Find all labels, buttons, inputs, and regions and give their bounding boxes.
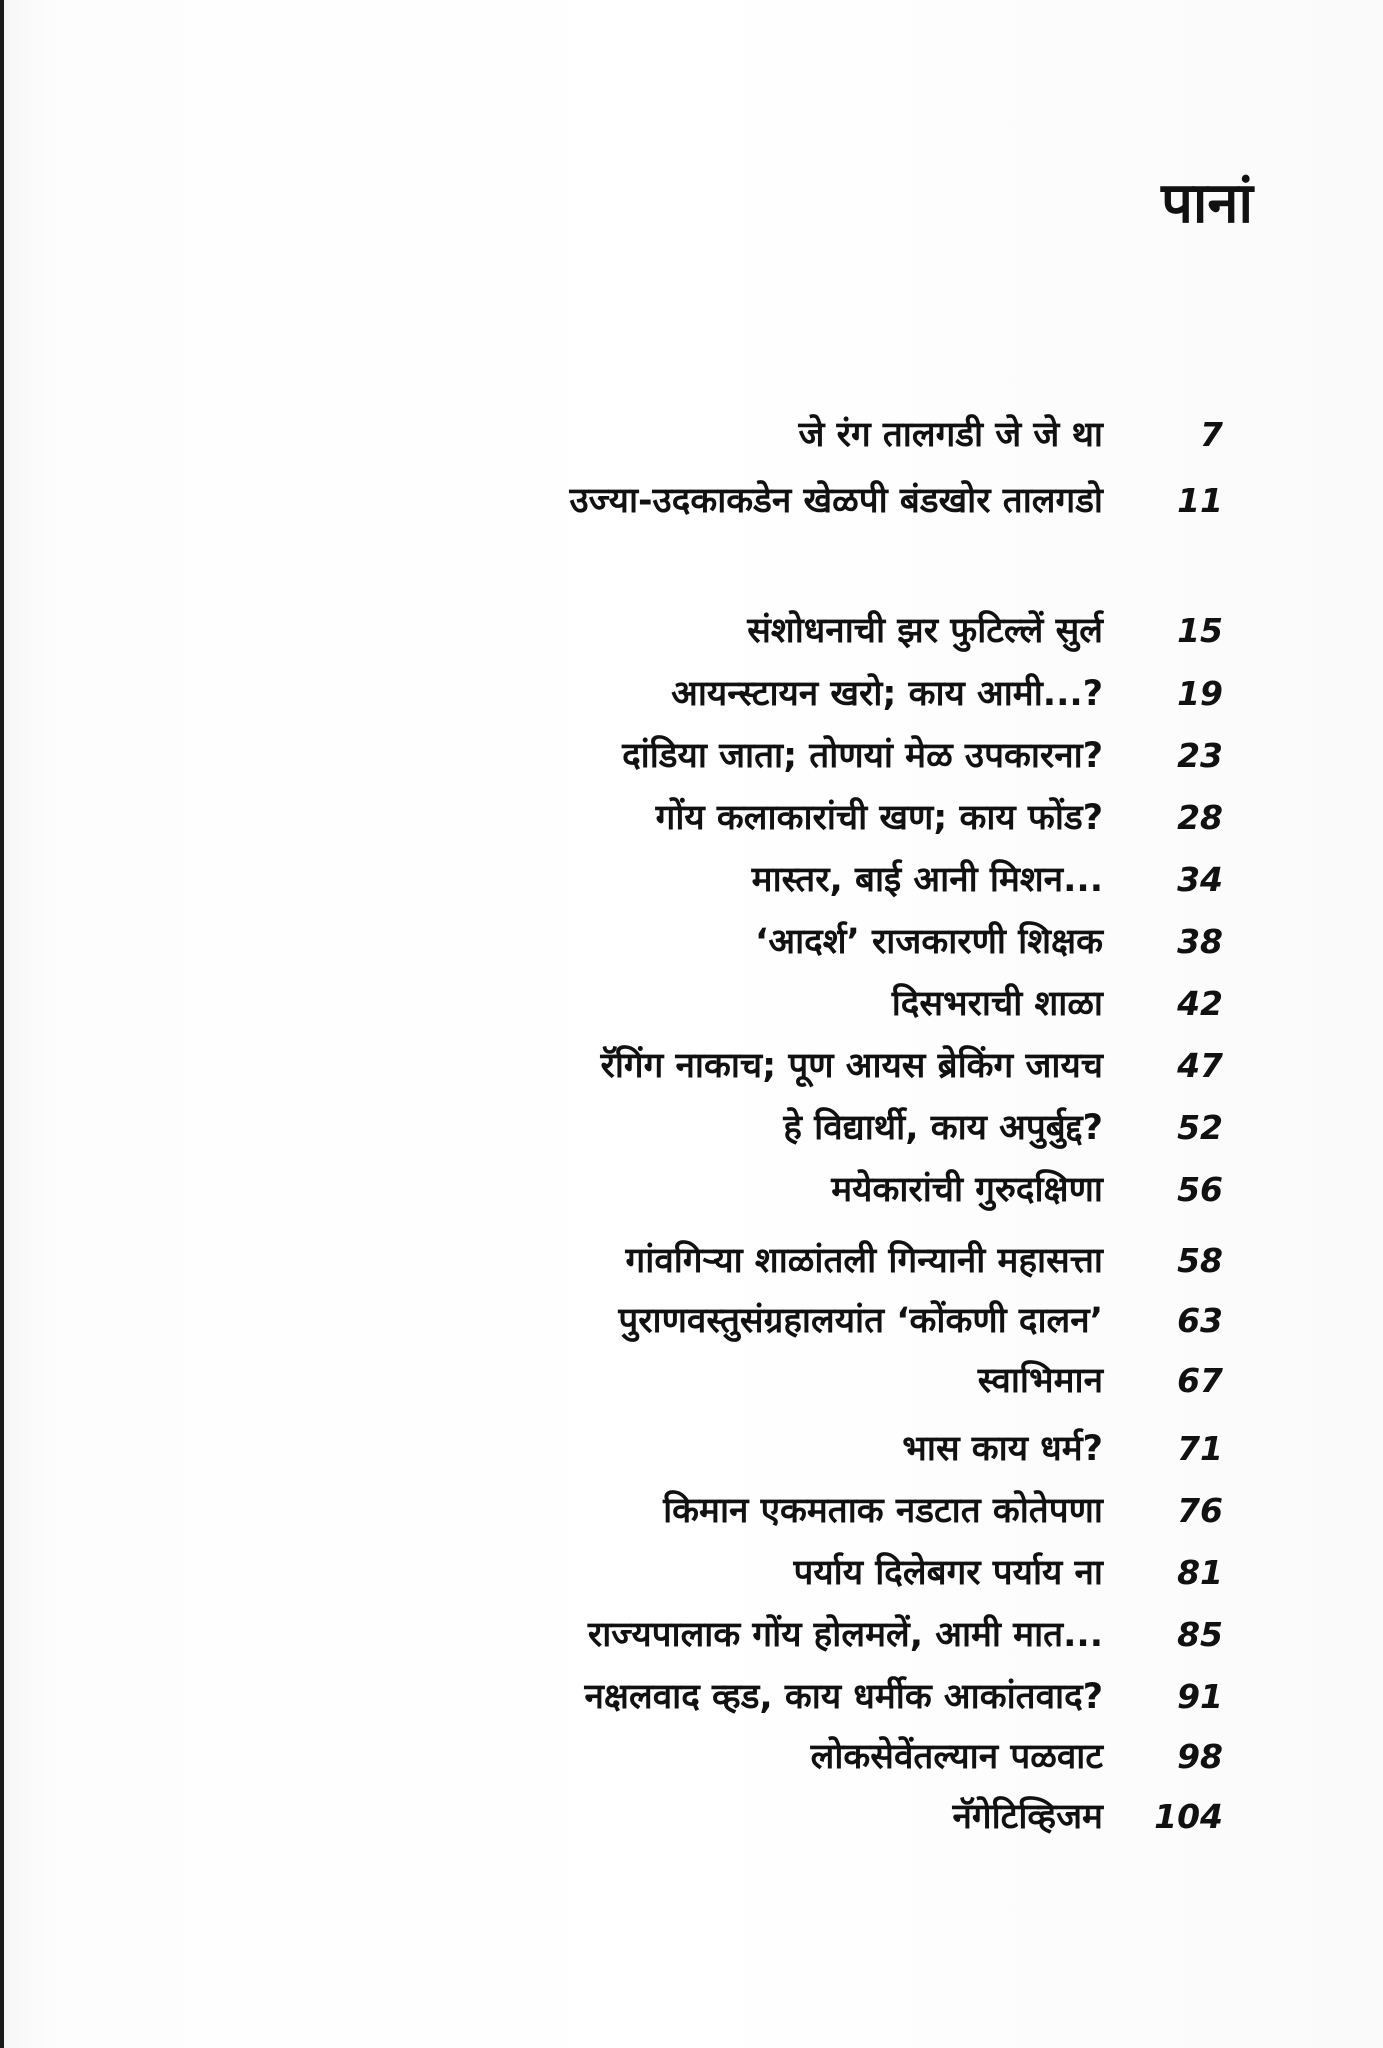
toc-page-number: 91 [1177,1677,1223,1716]
toc-row [0,1666,1383,1728]
toc-title: भास काय धर्म? [902,1429,1103,1469]
toc-row [0,1230,1383,1292]
toc-page-number: 56 [1177,1170,1223,1209]
toc-row [0,1786,1383,1848]
toc-row [0,1480,1383,1542]
toc-row [0,1726,1383,1788]
toc-title: दांडिया जाता; तोणयां मेळ उपकारना? [622,736,1103,776]
toc-row [0,1035,1383,1097]
toc-row [0,849,1383,911]
toc-row [0,1097,1383,1159]
toc-title: दिसभराची शाळा [891,984,1103,1024]
toc-page-number: 15 [1177,611,1223,650]
toc-row [0,1159,1383,1221]
toc-row [0,1350,1383,1412]
toc-page-number: 42 [1177,984,1223,1023]
toc-title: हे विद्यार्थी, काय अपुर्बुद्द? [783,1108,1103,1148]
toc-row [0,600,1383,662]
toc-title: पुराणवस्तुसंग्रहालयांत ‘कोंकणी दालन’ [618,1301,1103,1341]
toc-row [0,1418,1383,1480]
toc-row [0,1542,1383,1604]
toc-page-number: 71 [1177,1429,1223,1468]
toc-title: उज्या-उदकाकडेन खेळपी बंडखोर तालगडो [569,481,1103,521]
toc-page-number: 81 [1177,1553,1223,1592]
toc-title: नॅगेटिव्हिजम [952,1797,1103,1837]
toc-page-number: 11 [1177,481,1223,520]
toc-title: संशोधनाची झर फुटिल्लें सुर्ल [747,611,1103,651]
toc-title: लोकसेवेंतल्यान पळवाट [810,1737,1103,1777]
toc-page-number: 23 [1177,736,1223,775]
toc-row [0,787,1383,849]
toc-title: मास्तर, बाई आनी मिशन... [751,860,1103,900]
toc-page-number: 28 [1177,798,1223,837]
toc-page-number: 63 [1177,1301,1223,1340]
toc-row [0,663,1383,725]
toc-page-number: 58 [1177,1241,1223,1280]
toc-row [0,470,1383,532]
toc-row [0,1604,1383,1666]
toc-title: आयन्स्टायन खरो; काय आमी...? [671,674,1103,714]
toc-title: रॅगिंग नाकाच; पूण आयस ब्रेकिंग जायच [600,1046,1103,1086]
toc-page-number: 67 [1177,1361,1223,1400]
toc-page-number: 19 [1177,674,1223,713]
toc-row [0,725,1383,787]
toc-title: गोंय कलाकारांची खण; काय फोंड? [655,798,1103,838]
toc-row [0,911,1383,973]
toc-title: राज्यपालाक गोंय होलमलें, आमी मात... [587,1615,1103,1655]
toc-page-number: 76 [1177,1491,1223,1530]
toc-page-number: 85 [1177,1615,1223,1654]
toc-row [0,404,1383,466]
toc-title: नक्षलवाद व्हड, काय धर्मीक आकांतवाद? [584,1677,1103,1717]
toc-page-number: 7 [1200,415,1223,454]
toc-title: गांवगिऱ्या शाळांतली गिन्यानी महासत्ता [625,1241,1103,1281]
toc-page-number: 98 [1177,1737,1223,1776]
toc-row [0,1290,1383,1352]
toc-title: मयेकारांची गुरुदक्षिणा [831,1170,1103,1210]
toc-title: स्वाभिमान [977,1361,1103,1401]
toc-title: पर्याय दिलेबगर पर्याय ना [793,1553,1103,1593]
toc-page-number: 47 [1177,1046,1223,1085]
toc-title: ‘आदर्श’ राजकारणी शिक्षक [755,922,1103,962]
toc-page-number: 52 [1177,1108,1223,1147]
toc-page-number: 38 [1177,922,1223,961]
toc-title: किमान एकमताक नडटात कोतेपणा [663,1491,1103,1531]
toc-page-number: 34 [1177,860,1223,899]
toc-page-number: 104 [1154,1797,1223,1836]
page-heading: पानां [1161,171,1253,236]
toc-row [0,973,1383,1035]
toc-title: जे रंग तालगडी जे जे था [798,415,1103,455]
